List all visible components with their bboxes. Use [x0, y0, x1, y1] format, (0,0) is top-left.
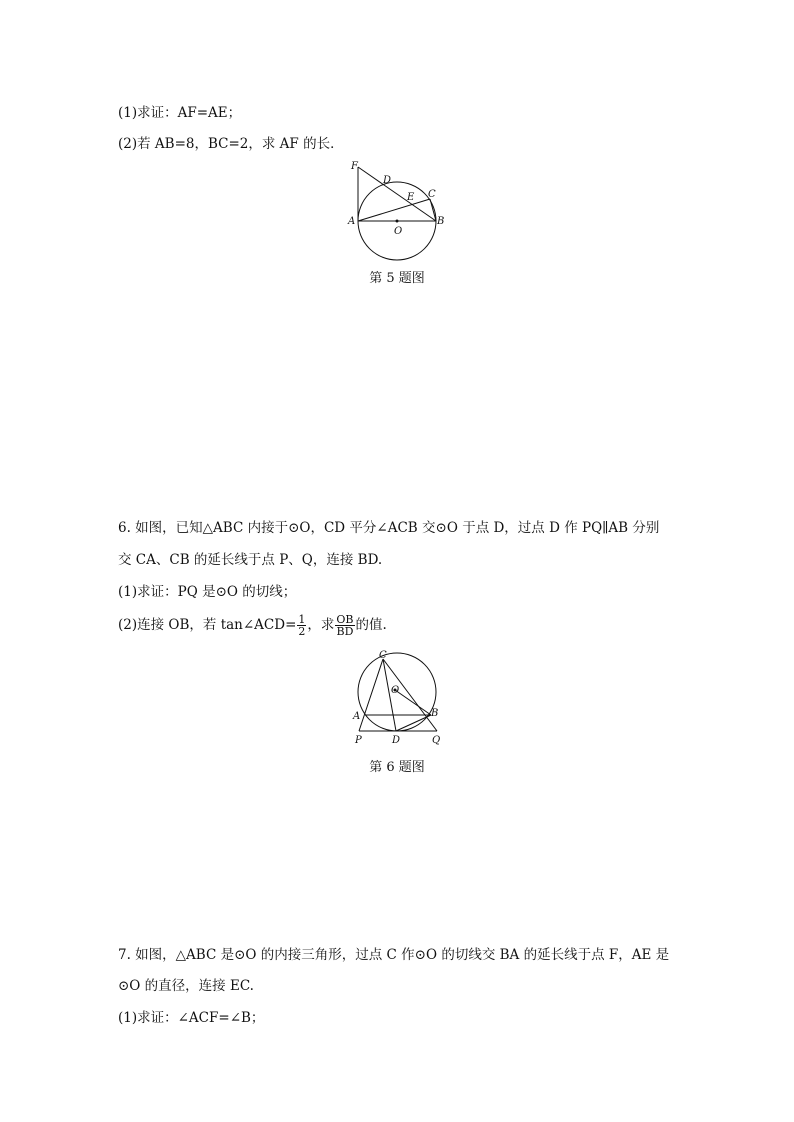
q6-stem-line2: 交 CA、CB 的延长线于点 P、Q，连接 BD. — [118, 552, 383, 568]
q5-part1: (1)求证：AF=AE； — [118, 105, 242, 121]
q5-label-a: A — [348, 216, 356, 227]
q5-label-c: C — [428, 189, 436, 200]
q5-label-d: D — [383, 175, 392, 186]
ratio-numerator: OB — [336, 613, 354, 626]
q5-label-e: E — [407, 192, 415, 203]
q5-label-f: F — [351, 161, 358, 172]
q6-stem-line1: 6. 如图，已知△ABC 内接于⊙O，CD 平分∠ACB 交⊙O 于点 D，过点 D 作 PQ∥AB 分别 — [118, 520, 660, 536]
q6-label-a: A — [353, 711, 361, 722]
q6-figure — [345, 648, 455, 748]
q6-segment-ob — [395, 690, 431, 715]
tan-fraction — [297, 614, 306, 637]
q6-label-p: P — [355, 735, 362, 746]
q7-stem-line2: ⊙O 的直径，连接 EC. — [118, 978, 254, 994]
q7-part1: (1)求证：∠ACF=∠B； — [118, 1010, 265, 1026]
q5-segment-ac — [358, 199, 430, 221]
q6-label-c: C — [379, 650, 387, 661]
q6-part2-before: (2)连接 OB，若 tan∠ACD= — [118, 617, 297, 633]
q7-stem-line1: 7. 如图，△ABC 是⊙O 的内接三角形，过点 C 作⊙O 的切线交 BA 的延长线于点 F，AE 是 — [118, 947, 670, 963]
q5-center-dot — [396, 220, 399, 223]
q6-label-q: Q — [432, 735, 441, 746]
q6-part2-mid: ，求 — [307, 617, 335, 633]
q5-label-o: O — [394, 226, 403, 237]
q6-label-o: O — [391, 685, 400, 696]
q6-part1: (1)求证：PQ 是⊙O 的切线； — [118, 584, 297, 600]
q6-label-d: D — [392, 735, 401, 746]
q5-label-b: B — [437, 216, 445, 227]
q5-segment-fb — [358, 167, 436, 221]
q6-figure-caption: 第 6 题图 — [369, 760, 425, 775]
ratio-fraction — [335, 614, 354, 637]
tan-denominator: 2 — [298, 625, 306, 638]
ratio-denominator: BD — [336, 625, 354, 638]
q6-part2-after: 的值. — [355, 617, 387, 633]
q6-segment-bd — [396, 715, 431, 731]
q5-figure — [340, 155, 450, 245]
q5-part2: (2)若 AB=8，BC=2，求 AF 的长． — [118, 136, 344, 152]
q6-segment-cp — [359, 659, 383, 731]
q5-figure-caption: 第 5 题图 — [369, 271, 425, 286]
q6-part2 — [118, 613, 387, 637]
tan-numerator: 1 — [298, 613, 306, 626]
q6-label-b: B — [431, 708, 439, 719]
